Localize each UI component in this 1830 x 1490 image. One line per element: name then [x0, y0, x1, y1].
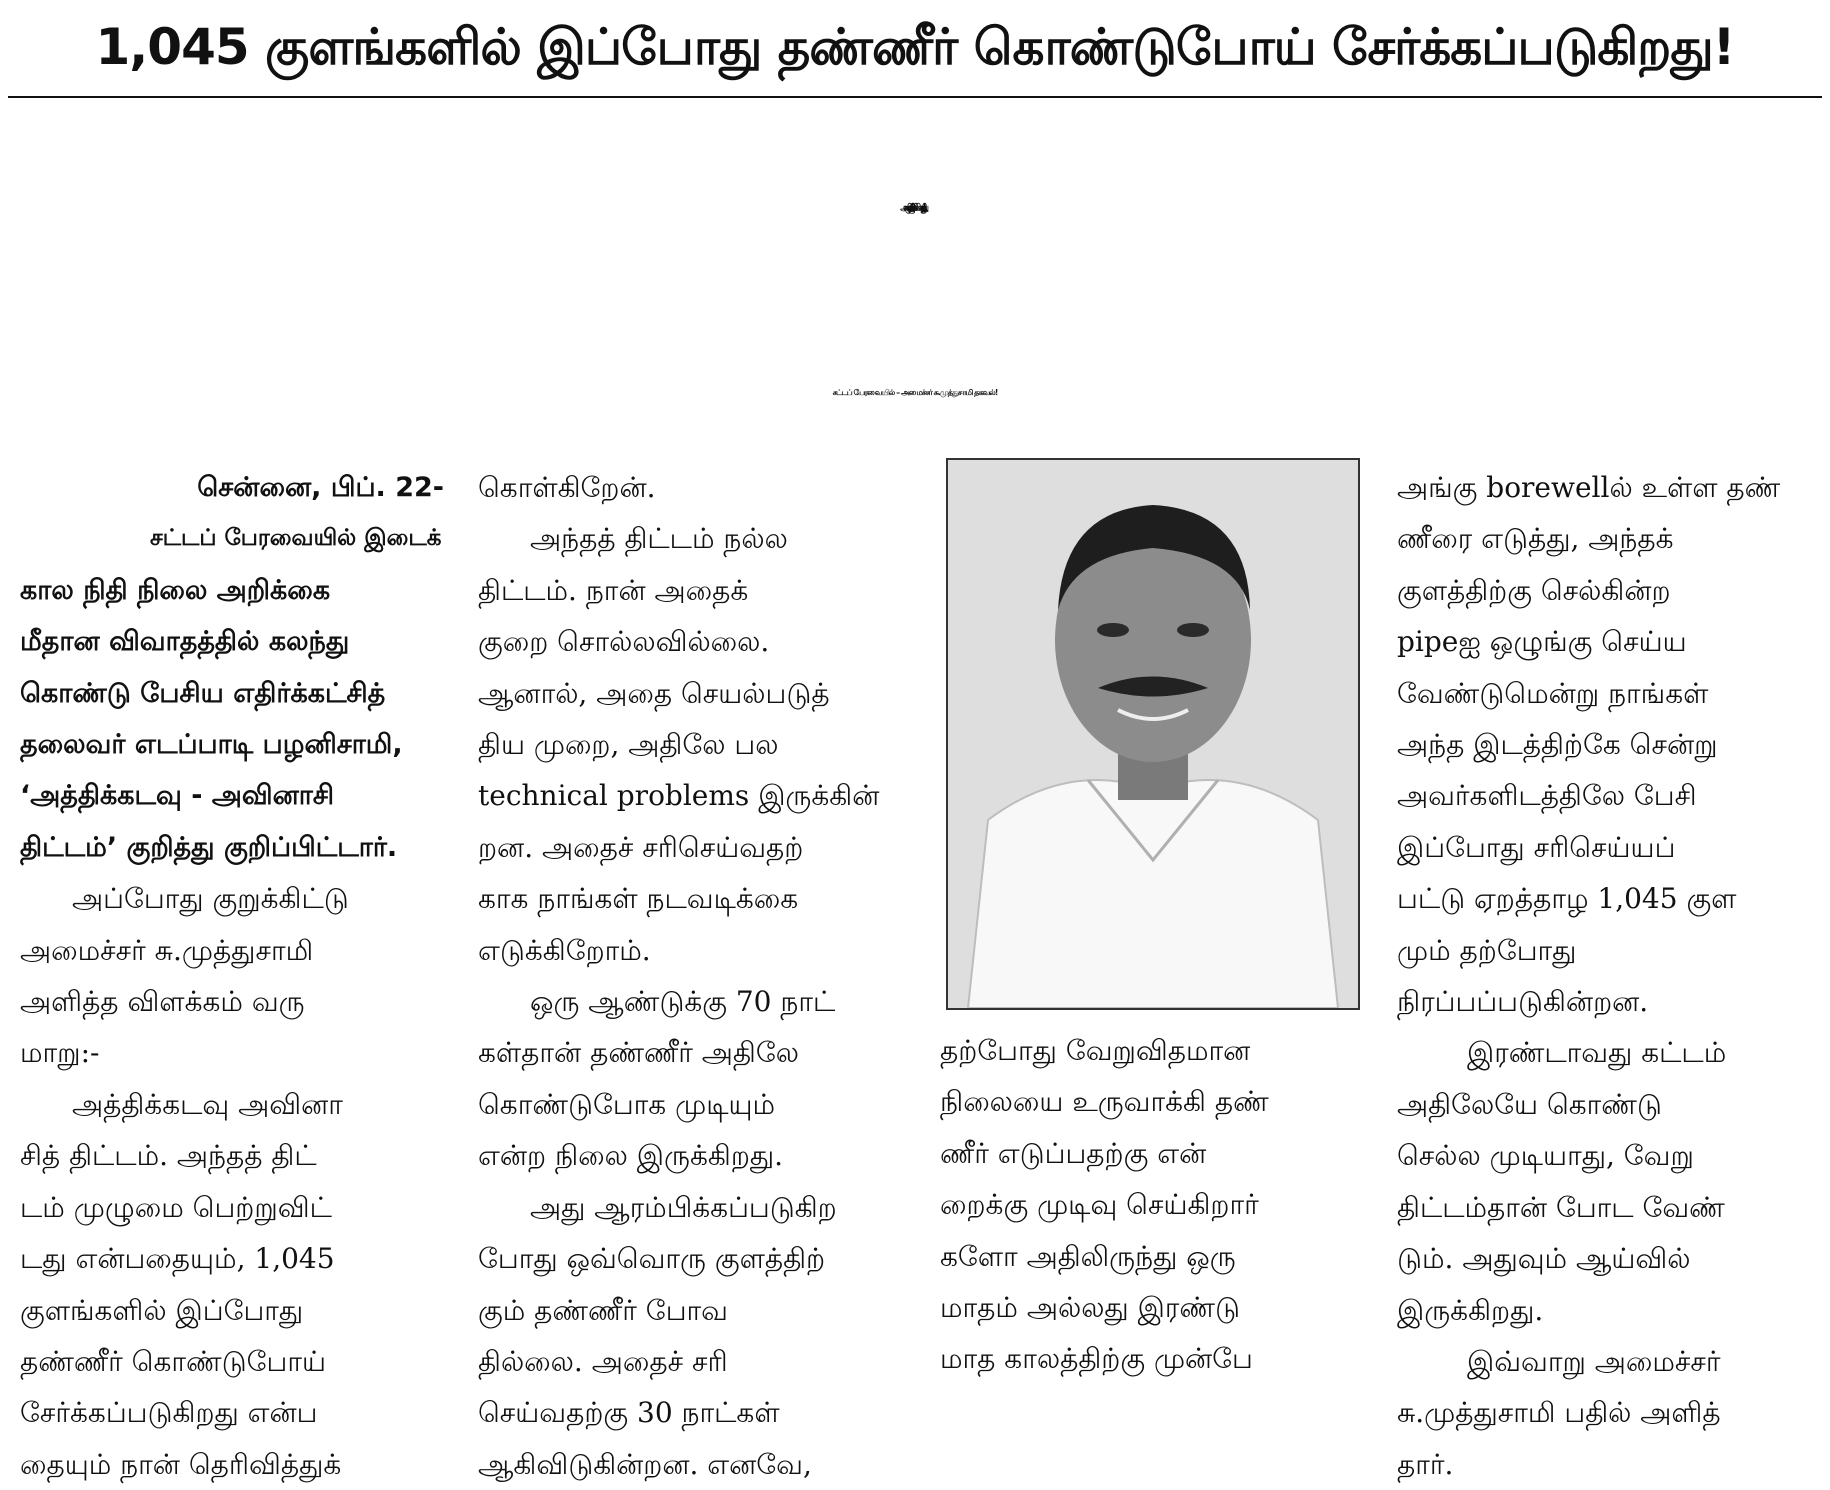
- body-line: ஆகிவிடுகின்றன. எனவே,: [478, 1447, 812, 1481]
- body-line: டும். அதுவும் ஆய்வில்: [1397, 1242, 1691, 1276]
- body-line: தில்லை. அதைச் சரி: [478, 1344, 728, 1378]
- column-1: [20, 462, 444, 1490]
- body-line: மாதம் அல்லது இரண்டு: [940, 1291, 1240, 1325]
- shirt-shape: [968, 780, 1338, 1008]
- body-line: குளத்திற்கு செல்கின்ற: [1397, 573, 1671, 607]
- body-line: திட்டம்’ குறித்து குறிப்பிட்டார்.: [20, 831, 398, 863]
- body-line: மும் தற்போது: [1397, 933, 1577, 967]
- body-line: ணீரை எடுத்து, அந்தக்: [1397, 522, 1674, 556]
- body-line: தண்ணீர் கொண்டுபோய்: [20, 1344, 326, 1378]
- body-line: சட்டப் பேரவையில் இடைக்: [150, 525, 442, 552]
- body-line: அப்போது குறுக்கிட்டு: [72, 882, 349, 916]
- body-line: குளங்களில் இப்போது: [20, 1293, 304, 1327]
- body-line: நிலையை உருவாக்கி தண்: [940, 1085, 1269, 1119]
- body-line: அங்கு borewellல் உள்ள தண்: [1397, 471, 1781, 504]
- body-line: கால நிதி நிலை அறிக்கை: [20, 574, 331, 606]
- kicker-rule: [8, 96, 1822, 98]
- dateline: சென்னை, பிப். 22-: [197, 472, 444, 503]
- body-line: அதிலேயே கொண்டு: [1397, 1087, 1662, 1121]
- body-line: வேண்டுமென்று நாங்கள்: [1397, 676, 1709, 710]
- body-line: திட்டம். நான் அதைக்: [478, 573, 749, 607]
- body-line: கொள்கிறேன்.: [478, 471, 656, 504]
- body-line: கொண்டு பேசிய எதிர்க்கட்சித்: [20, 677, 386, 709]
- body-line: தையும் நான் தெரிவித்துக்: [20, 1447, 342, 1481]
- body-line: இருக்கிறது.: [1397, 1293, 1544, 1327]
- column-4: [1397, 462, 1823, 1490]
- body-line: திட்டம்தான் போட வேண்: [1397, 1190, 1725, 1224]
- body-line: technical problems இருக்கின்: [478, 779, 880, 813]
- body-line: இவ்வாறு அமைச்சர்: [1467, 1344, 1721, 1378]
- portrait-illustration: [948, 460, 1358, 1008]
- body-line: களோ அதிலிருந்து ஒரு: [940, 1239, 1236, 1273]
- body-line: டம் முழுமை பெற்றுவிட்: [20, 1190, 332, 1224]
- body-line: செய்வதற்கு 30 நாட்கள்: [478, 1396, 780, 1430]
- body-line: அது ஆரம்பிக்கப்படுகிற: [530, 1190, 837, 1224]
- body-line: அந்த இடத்திற்கே சென்று: [1397, 728, 1718, 762]
- body-line: அத்திக்கடவு அவினா: [72, 1087, 343, 1121]
- body-line: திய முறை, அதிலே பல: [478, 728, 779, 762]
- body-line: இரண்டாவது கட்டம்: [1467, 1036, 1727, 1070]
- sub-headline: சட்டப் பேரவையில் – அமைச்சர் சு.முத்துசாமி தகவல்!: [832, 388, 998, 397]
- body-line: சித் திட்டம். அந்தத் திட்: [20, 1139, 317, 1173]
- right-eye: [1177, 623, 1209, 637]
- body-line: இப்போது சரிசெய்யப்: [1397, 830, 1676, 864]
- body-line: மாத காலத்திற்கு முன்பே: [940, 1342, 1253, 1376]
- portrait-photo: [946, 458, 1360, 1010]
- column-2: [478, 462, 904, 1490]
- body-line: மாறு:-: [20, 1036, 100, 1070]
- body-line: தற்போது வேறுவிதமான: [940, 1034, 1251, 1067]
- kicker-headline: 1,045 குளங்களில் இப்போது தண்ணீர் கொண்டுபோய் சேர்க்கப்படுகிறது!: [95, 18, 1735, 76]
- body-line: கொண்டுபோக முடியும்: [478, 1087, 776, 1121]
- body-line: பட்டு ஏறத்தாழ 1,045 குள: [1397, 882, 1737, 916]
- body-line: போது ஒவ்வொரு குளத்திற்: [478, 1242, 826, 1276]
- body-line: றைக்கு முடிவு செய்கிறார்: [940, 1188, 1259, 1222]
- body-line: குறை சொல்லவில்லை.: [478, 625, 770, 659]
- body-line: றன. அதைச் சரிசெய்வதற்: [478, 830, 804, 864]
- body-line: காக நாங்கள் நடவடிக்கை: [478, 882, 799, 916]
- body-line: அந்தத் திட்டம் நல்ல: [530, 522, 788, 556]
- body-line: நிரப்பப்படுகின்றன.: [1397, 985, 1649, 1019]
- body-line: தார்.: [1397, 1447, 1454, 1481]
- body-line: என்ற நிலை இருக்கிறது.: [478, 1139, 784, 1173]
- body-line: ணீர் எடுப்பதற்கு என்: [940, 1136, 1207, 1170]
- body-line: ‘அத்திக்கடவு - அவினாசி: [20, 780, 335, 812]
- body-line: செல்ல முடியாது, வேறு: [1397, 1139, 1694, 1173]
- body-line: அவர்களிடத்திலே பேசி: [1397, 779, 1697, 813]
- body-line: ஒரு ஆண்டுக்கு 70 நாட்: [530, 985, 836, 1019]
- left-eye: [1097, 623, 1129, 637]
- body-line: அமைச்சர் சு.முத்துசாமி: [20, 933, 314, 967]
- body-line: கள்தான் தண்ணீர் அதிலே: [478, 1036, 799, 1070]
- body-line: எடுக்கிறோம்.: [478, 933, 651, 967]
- body-line: கும் தண்ணீர் போவ: [478, 1293, 728, 1327]
- main-headline: ‘அத்திக்கடவு - அவினாசி திட்டம்’ முழுமை பெற்று விட்டது!: [909, 202, 921, 213]
- body-line: ஆனால், அதை செயல்படுத்: [478, 676, 830, 710]
- body-line: மீதான விவாதத்தில் கலந்து: [20, 626, 350, 658]
- body-line: சேர்க்கப்படுகிறது என்ப: [20, 1396, 318, 1430]
- body-line: டது என்பதையும், 1,045: [20, 1242, 335, 1276]
- body-line: pipeஐ ஒழுங்கு செய்ய: [1397, 625, 1687, 659]
- body-line: அளித்த விளக்கம் வரு: [20, 985, 305, 1019]
- body-line: தலைவர் எடப்பாடி பழனிசாமி,: [20, 729, 403, 761]
- body-line: சு.முத்துசாமி பதில் அளித்: [1397, 1396, 1721, 1430]
- column-3: [940, 1025, 1360, 1385]
